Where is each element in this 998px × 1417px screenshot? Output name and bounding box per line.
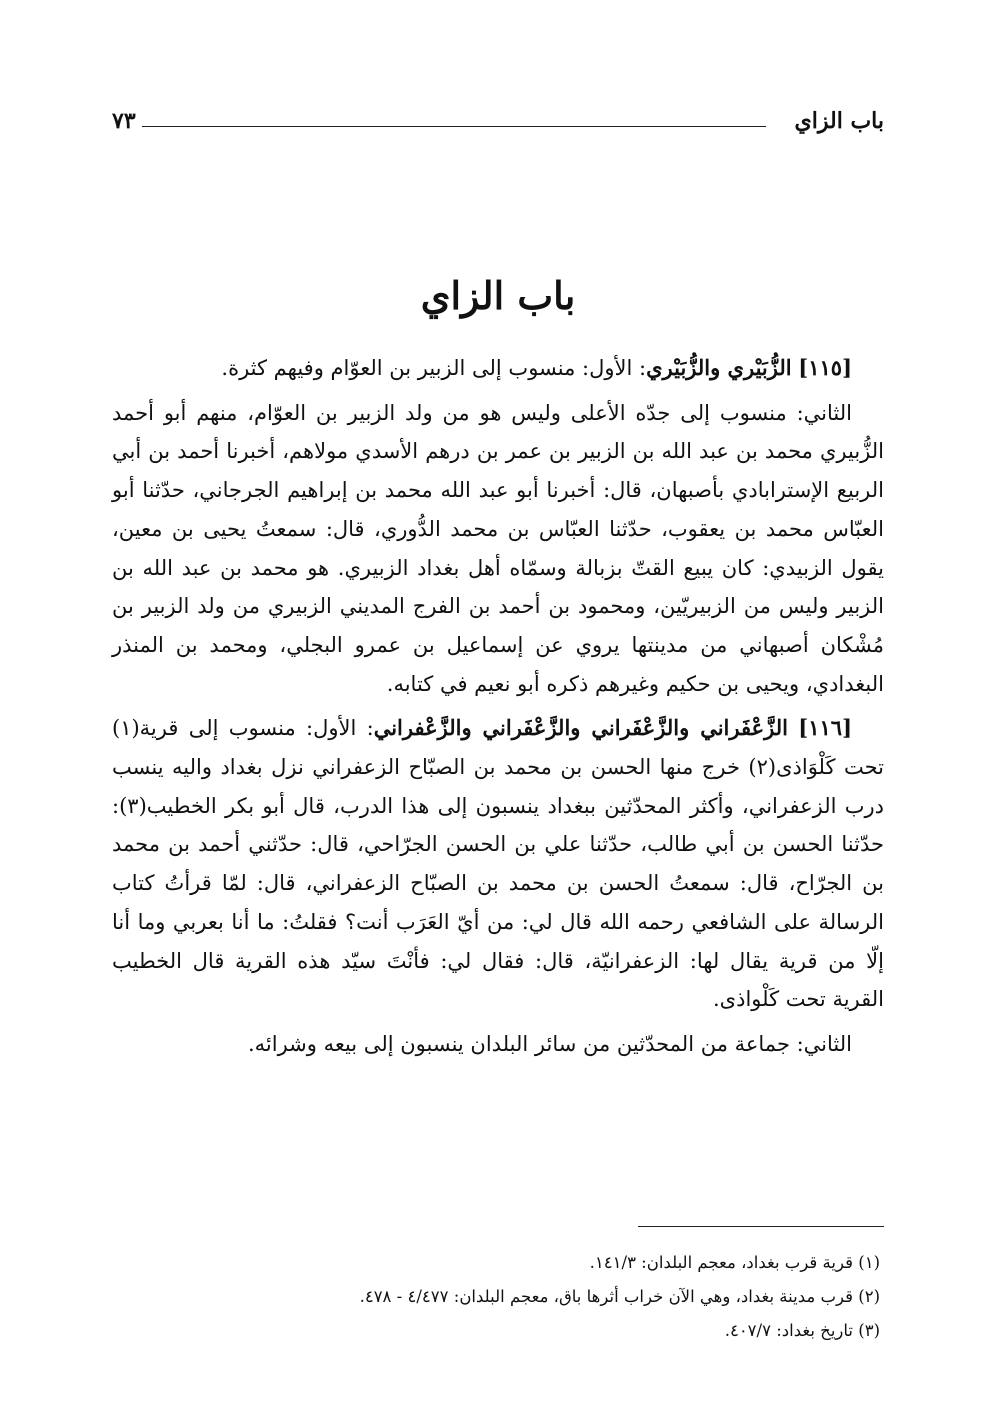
entry-115-second-paragraph: الثاني: منسوب إلى جدّه الأعلى وليس هو من ولد الزبير بن العوّام، منهم أبو أحمد الزُّبيري محمد بن عبد الله بن الزبير بن عمر بن درهم الأسدي مولاهم، أخبرنا أحمد بن أبي الربيع الإسترابادي بأصبهان، قال: أخبرنا أبو عبد الله محمد بن إبراهيم الجرجاني، حدّثنا أبو العبّاس محمد بن يعقوب، حدّثنا العبّاس بن محمد الدُّوري، قال: سمعتُ يحيى بن معين، يقول الزبيدي: كان يبيع القتّ بزبالة وسمّاه أهل بغداد الزبيري. هو محمد بن عبد الله بن الزبير وليس من الزبيريّين، ومحمود بن أحمد بن الفرج المديني الزبيري من ولد الزبير بن مُشْكان أصبهاني من مدينتها يروي عن إسماعيل بن عمرو البجلي، ومحمد بن المنذر البغدادي، ويحيى بن حكيم وغيرهم ذكره أبو نعيم في كتابه.: [112, 400, 885, 696]
entry-number: [١١٦]: [798, 715, 852, 741]
footnotes: [112, 1246, 880, 1348]
footnote: (٣) تاريخ بغداد: ٤٠٧/٧.: [724, 1321, 880, 1340]
entry-heading: الزُّبَيْري والزُّبَيْري: [646, 355, 792, 380]
entry-text: : الأول: منسوب إلى الزبير بن العوّام وفيهم كثرة.: [221, 356, 647, 380]
running-title: باب الزاي: [794, 108, 884, 134]
footnote: (٢) قرب مدينة بغداد، وهي الآن خراب أثرها باق، معجم البلدان: ٤/٤٧٧ - ٤٧٨.: [359, 1287, 880, 1306]
entry-116-second-paragraph: الثاني: جماعة من المحدّثين من سائر البلدان ينسبون إلى بيعه وشرائه.: [247, 1031, 852, 1056]
footnote-rule: [638, 1226, 884, 1227]
body-text: [112, 349, 884, 1064]
page-number: ٧٣: [112, 108, 136, 134]
entry-text: : الأول: منسوب إلى قرية(١) تحت كَلْوَاذى(٢) خرج منها الحسن بن محمد بن الصبّاح الزعفراني نزل بغداد واليه ينسب درب الزعفراني، وأكثر المحدّثين ببغداد ينسبون إلى هذا الدرب، قال أبو بكر الخطيب(٣): حدّثنا الحسن بن أبي طالب، حدّثنا علي بن الحسن الجرّاحي، قال: حدّثني أحمد بن محمد بن الجرّاح، قال: سمعتُ الحسن بن محمد بن الصبّاح الزعفراني، قال: لمّا قرأتُ كتاب الرسالة على الشافعي رحمه الله قال لي: من أيّ العَرَب أنت؟ فقلتُ: ما أنا بعربي وما أنا إلّا من قرية يقال لها: الزعفرانيّة، قال: فقال لي: فأنْتَ سيّد هذه القرية قال الخطيب القرية تحت كَلْواذى.: [112, 716, 884, 1012]
running-header: [112, 103, 884, 143]
chapter-title: باب الزاي: [420, 273, 576, 318]
footnote: (١) قرية قرب بغداد، معجم البلدان: ١٤١/٣.: [589, 1253, 880, 1272]
entry-115-first-paragraph: [112, 349, 884, 388]
entry-number: [١١٥]: [798, 355, 852, 380]
entry-116-first-paragraph: [112, 709, 884, 1019]
header-rule: [142, 126, 766, 127]
entry-heading: الزَّعْفَراني والزَّعْفَراني والزَّعْفَراني والزَّعْفراني: [373, 715, 788, 741]
